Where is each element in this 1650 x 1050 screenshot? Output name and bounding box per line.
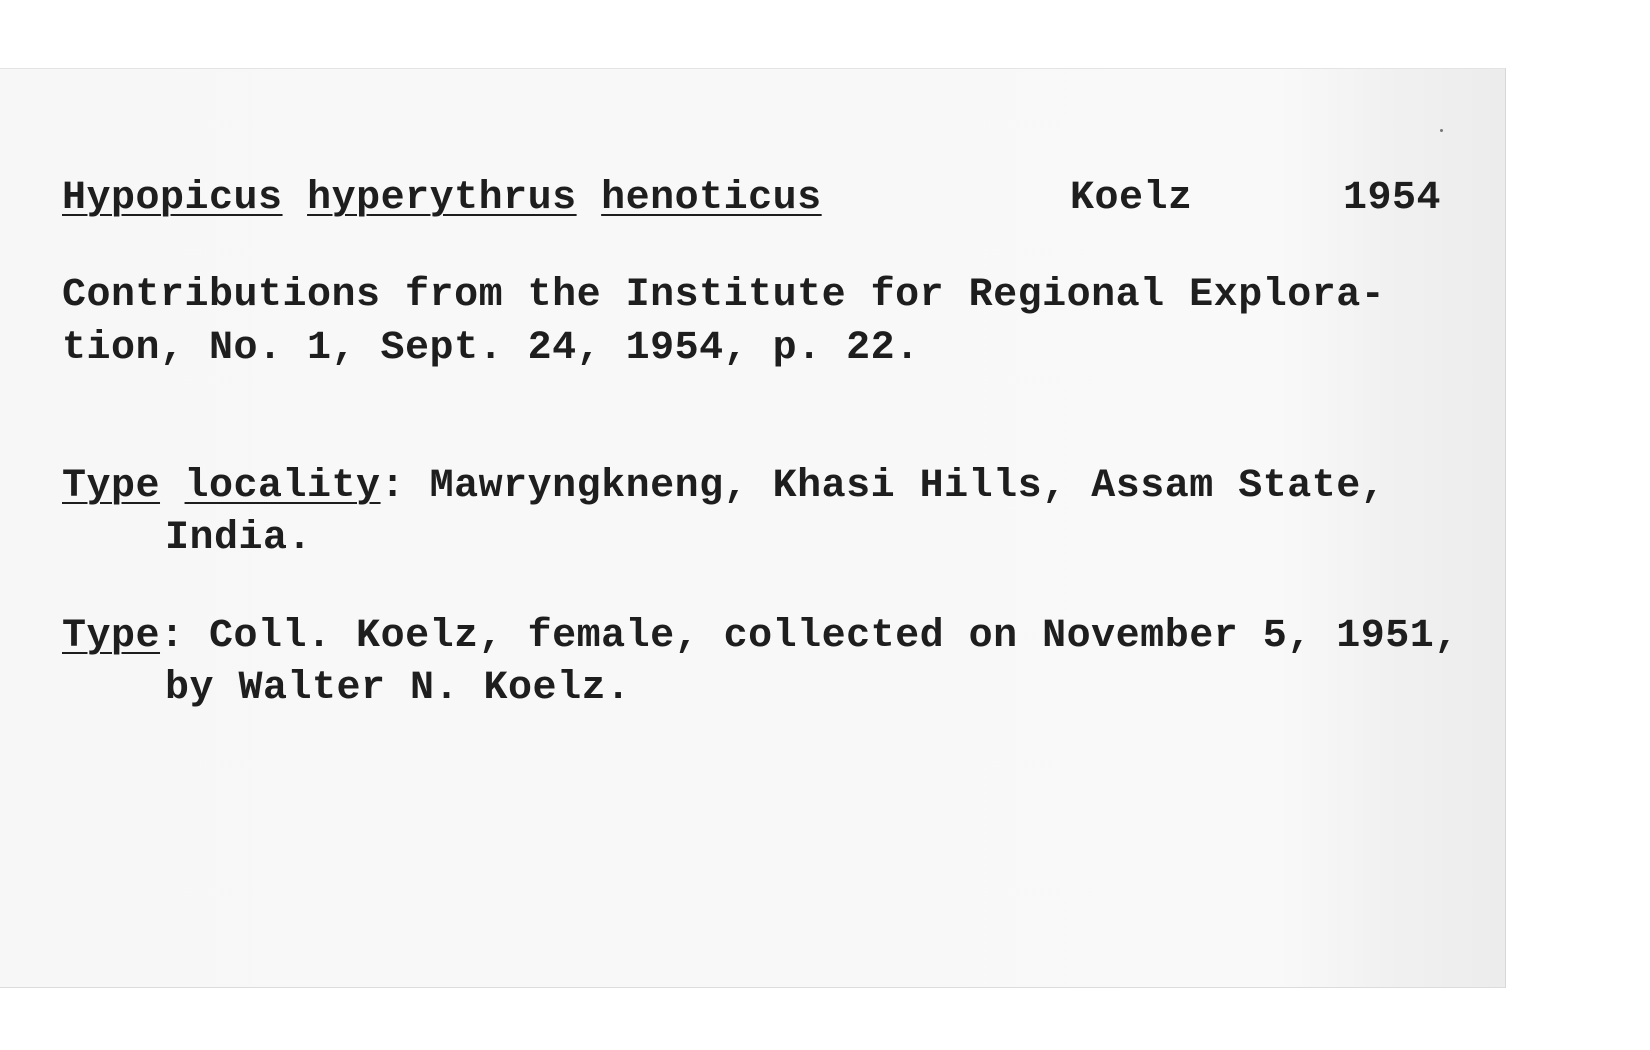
species-name: hyperythrus (307, 176, 577, 221)
subspecies-name: henoticus (601, 176, 822, 221)
type-locality-line-2: India. (165, 516, 313, 561)
publication-year: 1954 (1343, 176, 1442, 221)
type-text: Coll. Koelz, female, collected on November 5, 1951, (184, 614, 1459, 659)
type-locality-text: Mawryngkneng, Khasi Hills, Assam State, (405, 464, 1386, 509)
taxon-name (62, 176, 822, 221)
paper-speck (1440, 129, 1443, 132)
type-locality-line-1 (62, 464, 1386, 509)
type-locality-label-word-2: locality (184, 464, 381, 509)
type-colon: : (160, 614, 185, 659)
type-line-2: by Walter N. Koelz. (165, 666, 631, 711)
type-label: Type (62, 614, 161, 659)
genus-name: Hypopicus (62, 176, 283, 221)
citation-line-2: tion, No. 1, Sept. 24, 1954, p. 22. (62, 326, 920, 371)
author-name: Koelz (1070, 176, 1193, 221)
citation-line-1: Contributions from the Institute for Regional Explora- (62, 273, 1386, 318)
index-card (0, 68, 1506, 988)
type-locality-label-word-1: Type (62, 464, 161, 509)
type-locality-colon: : (380, 464, 406, 509)
type-line-1 (62, 614, 1459, 659)
